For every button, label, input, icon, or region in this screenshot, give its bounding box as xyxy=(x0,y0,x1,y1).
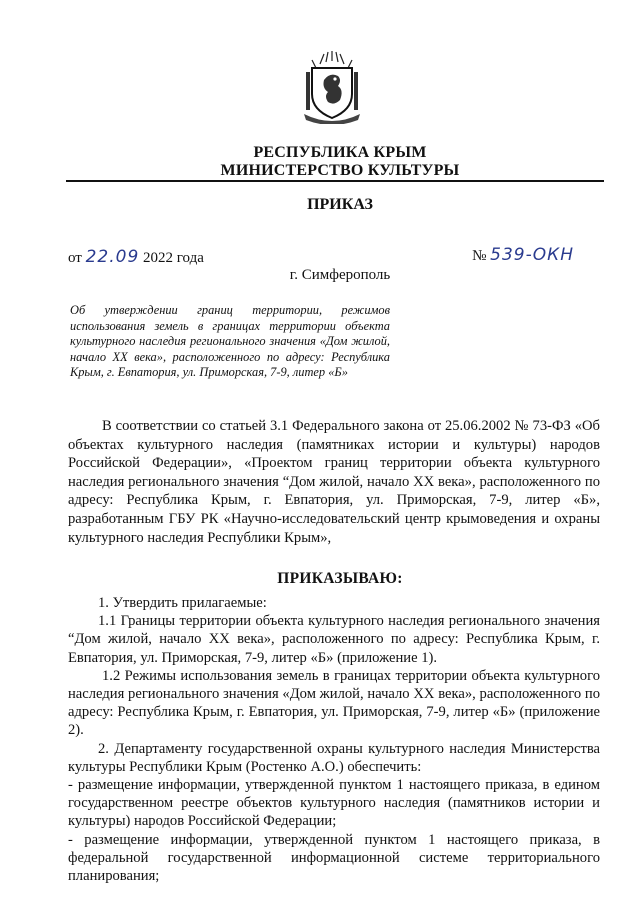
item-2-bullet-1: - размещение информации, утвержденной пунктом 1 настоящего приказа, в едином государственном реестре объектов культурного наследия (памятников истории и культуры) народов Российской Федерации; xyxy=(68,777,600,830)
header-divider xyxy=(66,180,604,182)
preamble-text: В соответствии со статьей 3.1 Федерального закона от 25.06.2002 № 73-ФЗ «Об объектах культурного наследия (памятниках истории и культуры) народов Российской Федерации», «Проектом границ территории объекта культурного наследия регионального значения “Дом жилой, начало XX века», расположенного по адресу: Республика Крым, г. Евпатория, ул. Приморская, 7-9, литер «Б», разработанным ГБУ РК «Научно-исследовательский центр крымоведения и охраны культурного наследия Республики Крым», xyxy=(68,418,600,546)
item-1: 1. Утвердить прилагаемые: xyxy=(98,595,267,611)
document-number xyxy=(472,245,574,265)
preamble xyxy=(68,417,600,547)
date-prefix: от xyxy=(68,250,82,266)
item-1-2: 1.2 Режимы использования земель в границах территории объекта культурного наследия регионального значения «Дом жилой, начало XX века», расположенного по адресу: Республика Крым, г. Евпатория, ул. Приморская, 7-9, литер «Б» (приложение 2). xyxy=(68,667,600,739)
republic-heading: РЕСПУБЛИКА КРЫМ xyxy=(253,144,427,161)
item-1-1: 1.1 Границы территории объекта культурного наследия регионального значения “Дом жилой, начало XX века», расположенного по адресу: Республика Крым, г. Евпатория, ул. Приморская, 7-9, литер «Б» (приложение 1). xyxy=(68,613,600,666)
order-heading: ПРИКАЗЫВАЮ: xyxy=(277,570,403,587)
item-2-bullet-2: - размещение информации, утвержденной пунктом 1 настоящего приказа, в федеральной государственной информационной системе территориального планирования; xyxy=(68,831,600,885)
number-prefix: № xyxy=(472,248,487,264)
crimea-coat-of-arms-icon xyxy=(300,50,364,124)
order-items xyxy=(68,594,600,885)
document-type: ПРИКАЗ xyxy=(307,196,373,213)
document-subject: Об утверждении границ территории, режимов использования земель в границах территории объекта культурного наследия регионального значения «Дом жилой, начало XX века», расположенного по адресу: Республика Крым, г. Евпатория, ул. Приморская, 7-9, литер «Б» xyxy=(70,303,390,379)
ministry-heading: МИНИСТЕРСТВО КУЛЬТУРЫ xyxy=(220,162,460,179)
date-suffix: 2022 года xyxy=(143,250,204,266)
document-city: г. Симферополь xyxy=(289,267,391,283)
number-handwritten: 539-ОКН xyxy=(490,245,574,265)
date-handwritten: 22.09 xyxy=(85,247,140,267)
document-date xyxy=(68,247,204,267)
item-2: 2. Департаменту государственной охраны культурного наследия Министерства культуры Республики Крым (Ростенко А.О.) обеспечить: xyxy=(68,740,600,775)
